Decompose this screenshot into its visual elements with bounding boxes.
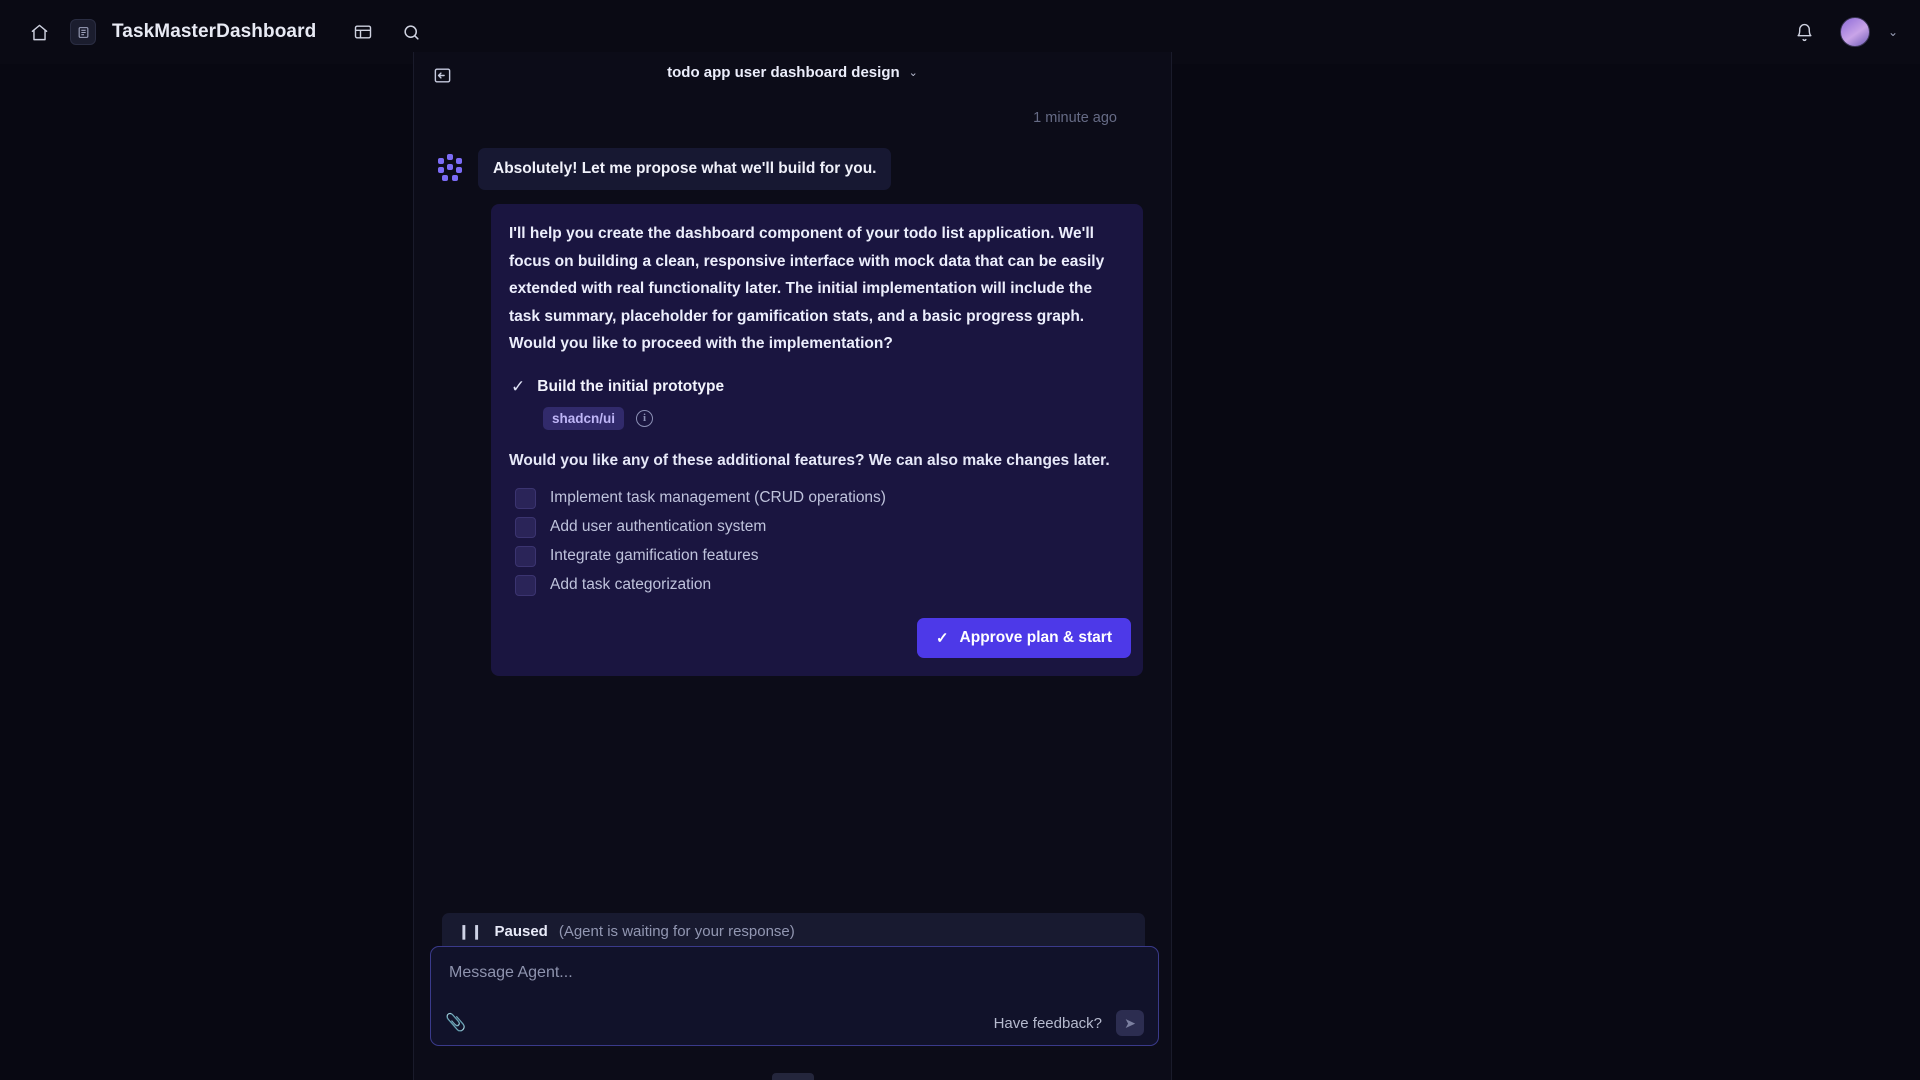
info-icon[interactable]: i [636, 410, 653, 427]
plan-footer [491, 602, 1143, 676]
plan-step-label: Build the initial prototype [537, 377, 725, 395]
panel-icon[interactable] [346, 15, 380, 49]
agent-avatar-icon [438, 154, 466, 182]
plan-body [491, 204, 1143, 602]
message-input-placeholder[interactable]: Message Agent... [449, 964, 573, 981]
pause-icon: ❙❙ [458, 922, 484, 939]
avatar[interactable] [1840, 17, 1870, 47]
home-icon[interactable] [22, 15, 56, 49]
plan-card [491, 204, 1143, 676]
search-icon[interactable] [394, 15, 428, 49]
feedback-link[interactable]: Have feedback? [993, 1014, 1102, 1032]
project-badge-icon [70, 19, 96, 45]
feature-checkbox[interactable] [515, 575, 536, 596]
chat-panel [413, 52, 1172, 1080]
feature-checkbox[interactable] [515, 546, 536, 567]
top-bar-left [22, 15, 428, 49]
page-title: todo app user dashboard design [667, 64, 900, 81]
feature-label: Add user authentication system [550, 518, 767, 536]
drag-handle[interactable] [772, 1073, 814, 1080]
send-button[interactable]: ➤ [1116, 1010, 1144, 1036]
project-title: TaskMasterDashboard [112, 21, 317, 42]
bell-icon[interactable] [1788, 15, 1822, 49]
conversation [414, 110, 1171, 676]
agent-message-row [438, 148, 1147, 190]
status-badge [442, 913, 1145, 949]
feature-label: Implement task management (CRUD operations) [550, 489, 886, 507]
tech-tag[interactable]: shadcn/ui [543, 407, 624, 430]
additional-features-list [509, 484, 1125, 600]
message-timestamp: 1 minute ago [1033, 110, 1117, 126]
list-item[interactable] [509, 571, 1125, 600]
panel-title-group [414, 64, 1171, 81]
list-item[interactable] [509, 513, 1125, 542]
agent-greeting-bubble: Absolutely! Let me propose what we'll build for you. [478, 148, 891, 190]
composer-toolbar [431, 1001, 1158, 1045]
chevron-down-icon[interactable]: ⌄ [908, 67, 918, 79]
composer-actions [994, 1010, 1144, 1036]
plan-question-text: Would you like any of these additional features? We can also make changes later. [509, 451, 1110, 469]
plan-step-row [509, 378, 1125, 396]
chevron-down-icon[interactable]: ⌄ [1887, 25, 1898, 39]
plan-intro-text: I'll help you create the dashboard component of your todo list application. We'll focus on building a clean, responsive interface with mock data that can be easily extended with real functionality later. The initial implementation will include the task summary, placeholder for gamification stats, and a basic progress graph. Would you like to proceed with the implementation? [509, 225, 1105, 353]
paused-label: Paused [494, 922, 548, 940]
feature-checkbox[interactable] [515, 517, 536, 538]
feature-checkbox[interactable] [515, 488, 536, 509]
paused-detail: (Agent is waiting for your response) [558, 922, 795, 940]
approve-plan-button[interactable] [917, 618, 1131, 658]
feature-label: Add task categorization [550, 576, 712, 594]
message-composer[interactable] [430, 946, 1159, 1046]
list-item[interactable] [509, 484, 1125, 513]
collapse-panel-icon[interactable] [428, 61, 456, 89]
check-icon: ✓ [511, 377, 526, 397]
attachment-icon[interactable]: 📎 [445, 1013, 467, 1032]
feature-label: Integrate gamification features [550, 547, 759, 565]
top-bar-right [1788, 15, 1898, 49]
check-icon: ✓ [935, 629, 949, 647]
plan-tag-row [543, 407, 1125, 430]
approve-plan-label: Approve plan & start [959, 628, 1112, 646]
list-item[interactable] [509, 542, 1125, 571]
panel-header [414, 52, 1171, 98]
